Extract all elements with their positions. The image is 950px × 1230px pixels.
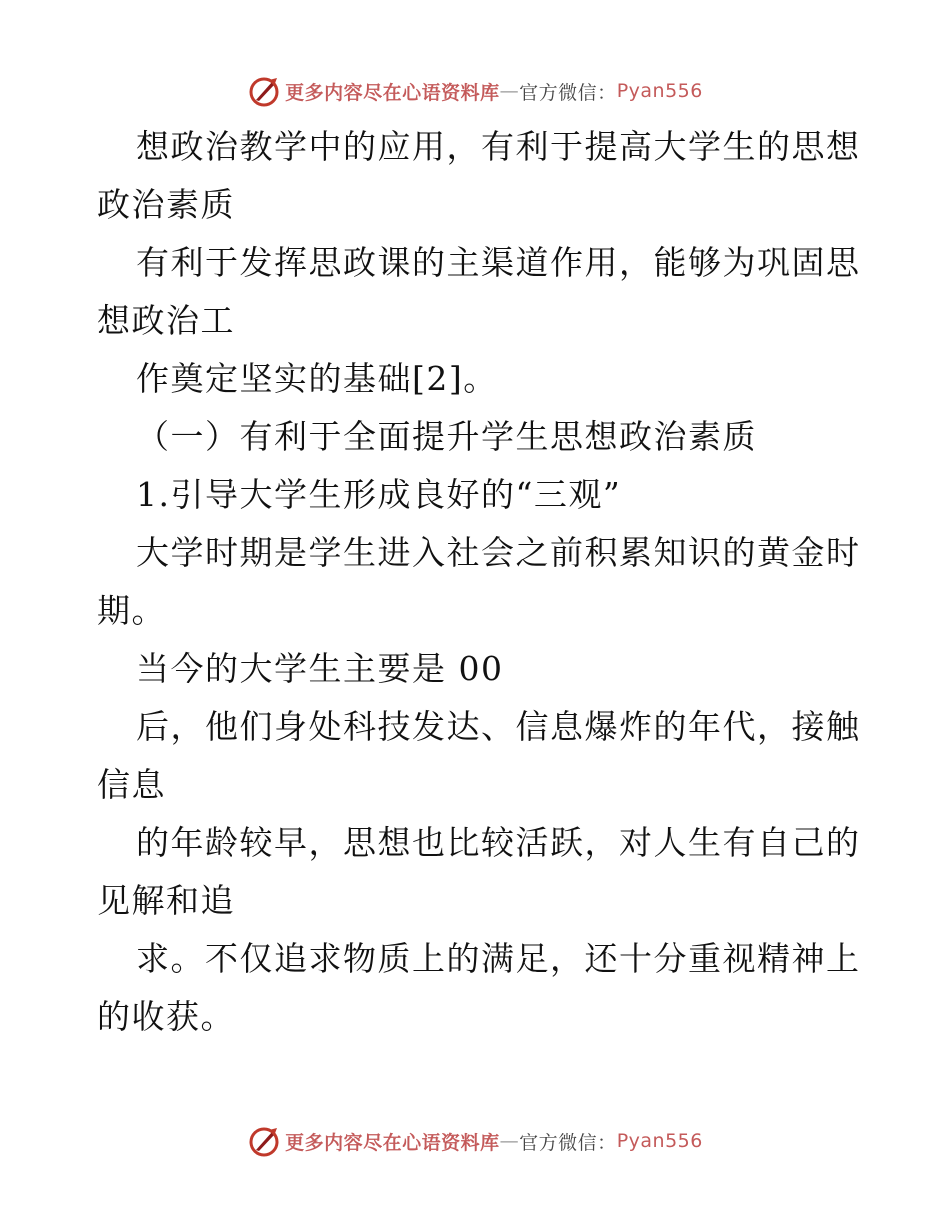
header-watermark — [0, 71, 950, 111]
text-line: 想政治工 — [97, 301, 235, 340]
watermark-official: 官方微信： — [519, 1131, 617, 1154]
text-line: 想政治教学中的应用，有利于提高大学生的思想 — [136, 127, 861, 166]
watermark-separator: — — [499, 80, 520, 102]
text-line: 当今的大学生主要是 00 — [136, 649, 504, 688]
text-line: 信息 — [97, 765, 166, 804]
text-line: 的年龄较早，思想也比较活跃，对人生有自己的 — [136, 823, 861, 862]
quill-logo-icon — [247, 74, 281, 108]
quill-logo-icon — [247, 1124, 281, 1158]
text-line: 期。 — [97, 591, 166, 630]
watermark-prefix: 更多内容尽在心语资料库 — [285, 1131, 500, 1154]
text-line: 作奠定坚实的基础[2]。 — [136, 359, 498, 398]
text-line: 有利于发挥思政课的主渠道作用，能够为巩固思 — [136, 243, 861, 282]
subsection-heading: 1.引导大学生形成良好的“三观” — [136, 475, 622, 514]
watermark-prefix: 更多内容尽在心语资料库 — [285, 81, 500, 104]
text-line: 后，他们身处科技发达、信息爆炸的年代，接触 — [136, 707, 861, 746]
watermark-separator: — — [499, 1130, 520, 1152]
text-line: 求。不仅追求物质上的满足，还十分重视精神上 — [136, 939, 861, 978]
watermark-wechat-id: Pyan556 — [616, 80, 703, 102]
document-body — [0, 118, 950, 1046]
watermark-wechat-id: Pyan556 — [616, 1130, 703, 1152]
watermark-official: 官方微信： — [519, 81, 617, 104]
text-line: 见解和追 — [97, 881, 235, 920]
text-line: 政治素质 — [97, 185, 235, 224]
section-heading: （一）有利于全面提升学生思想政治素质 — [136, 417, 757, 456]
text-line: 的收获。 — [97, 997, 235, 1036]
footer-watermark — [0, 1121, 950, 1161]
text-line: 大学时期是学生进入社会之前积累知识的黄金时 — [136, 533, 861, 572]
